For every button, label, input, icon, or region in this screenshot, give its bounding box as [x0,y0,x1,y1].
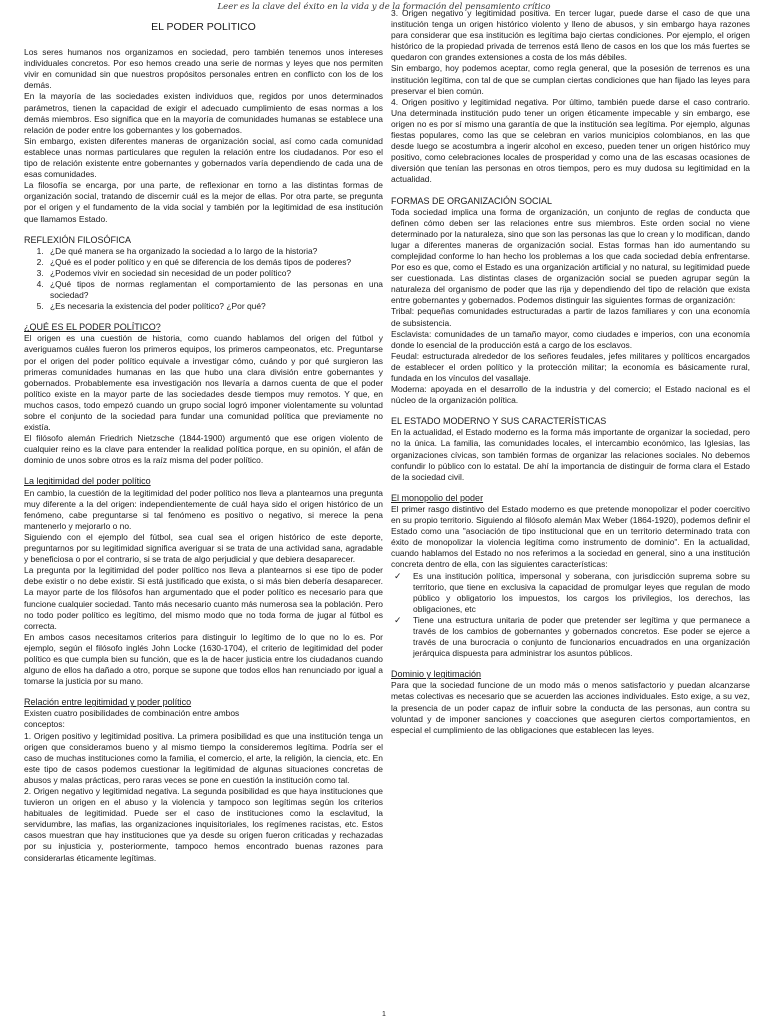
relacion-intro-line: Existen cuatro posibilidades de combinación entre ambos [24,708,240,719]
question-item: 3. ¿Podemos vivir en sociedad sin necesidad de un poder político? [46,268,383,279]
body-paragraph: Tribal: pequeñas comunidades estructuradas a partir de lazos familiares y con una economía de subsistencia. [391,306,750,328]
intro-paragraph: En la mayoría de las sociedades existen individuos que, regidos por unos determinados parámetros, tienen la capacidad de exigir el adecuado cumplimiento de esas normas a los demás miembros. Eso significa que en la mayoría de comunidades humanas se establece una relación de poder entre los gobernantes y los gobernados. [24,91,383,135]
body-paragraph: 3. Origen negativo y legitimidad positiva. En tercer lugar, puede darse el caso de que una institución tenga un origen histórico violento y lleno de abusos, y sin embargo haya razones para considerar que esa institución es legítima bajo ciertas condiciones. Por ejemplo, el origen histórico de la propiedad privada de terrenos está lleno de casos en los que los más fuertes se quedaron con grandes extensiones a costa de los más débiles. [391,8,750,63]
section-heading-relacion: Relación entre legitimidad y poder político [24,697,192,708]
body-paragraph: Para que la sociedad funcione de un modo más o menos satisfactorio y puedan alcanzarse metas colectivas es necesario que se acuerden las acciones individuales. Esto exige, a su vez, la presencia de un poder capaz de influir sobre la conducta de las personas, aun contra su voluntad y de imponer sanciones y coacciones que aseguren ciertos comportamientos, en especial el cumplimiento de las obligaciones que establecen las leyes. [391,680,750,735]
check-icon: ✓ [394,570,402,581]
list-item [394,570,750,615]
section-heading-dominio: Dominio y legitimación [391,669,482,680]
relacion-intro-line: conceptos: [24,719,65,730]
body-paragraph: En ambos casos necesitamos criterios para distinguir lo legítimo de lo que no lo es. Por ejemplo, según el filósofo inglés John Locke (1630-1704), el criterio de legitimidad del poder político es que cumpla bien su función, que es la de hacer justicia entre los ciudadanos cuando alguno de ellos ha dañado a otro, porque se supone que todos ellos han renunciado por igual a tomarse la justicia por su mano. [24,631,383,687]
body-paragraph: La pregunta por la legitimidad del poder político nos lleva a plantearnos si ese tipo de poder debe existir o no debe existir. Si está justificado que exista, o si más bien debería desaparecer. La mayor parte de los filósofos han argumentado que el poder político es necesario para que funcione cualquier sociedad. Tanto más necesario cuanto más numerosa sea la población. Pero no todo poder político es legítimo, del mismo modo que no toda forma de jugar al fútbol es correcta. [24,565,383,631]
list-item [394,614,750,659]
question-item: 4. ¿Qué tipos de normas reglamentan el comportamiento de las personas en una sociedad? [46,279,383,301]
section-heading-que-es: ¿QUÉ ES EL PODER POLÍTICO? [24,322,161,333]
body-paragraph: En la actualidad, el Estado moderno es la forma más importante de organizar la sociedad, pero no la única. La familia, las comunidades locales, el intercambio económico, las Iglesias, las organizaciones cívicas, son también formas de organizar las relaciones sociales. No debemos confundir lo público con lo estatal. De ahí la importancia de distinguir de forma clara el Estado de la sociedad civil. [391,427,750,482]
section-heading-reflexion: REFLEXIÓN FILOSÓFICA [24,234,132,245]
section-heading-formas: FORMAS DE ORGANIZACIÓN SOCIAL [391,195,553,206]
check-icon: ✓ [394,614,402,625]
body-paragraph: El filósofo alemán Friedrich Nietzsche (1844-1900) argumentó que ese origen violento de cualquier reino es la clave para entender la realidad política porque, en su opinión, el afán de dominio de unos sobre otros es la raíz misma del poder político. [24,433,383,466]
body-paragraph: 4. Origen positivo y legitimidad negativa. Por último, también puede darse el caso contrario. Una determinada institución pudo tener un origen éticamente impecable y sin embargo, ese origen no es por sí mismo una garantía de que la institución sea legítima. Por ejemplo, algunas fiestas populares, como las que se celebran en varios municipios colombianos, en las que desde luego se acostumbra a ingerir alcohol en exceso, pueden tener un origen histórico muy positivo, como celebraciones locales de prosperidad y como una de las escasas ocasiones de diversión que tenían las personas en otros tiempos, pero es muy dudosa su legitimidad en la actualidad. [391,96,750,185]
intro-paragraph: La filosofía se encarga, por una parte, de reflexionar en torno a las distintas formas de organización social, tratando de discernir cuál es la mejor de ellas. Por otra parte, se pregunta por el origen y el fundamento de la vida social y también por la legitimidad de esa institución que llamamos Estado. [24,180,383,224]
body-paragraph: Esclavista: comunidades de un tamaño mayor, como ciudades e imperios, con una economía donde lo esencial de la producción está a cargo de los esclavos. [391,328,750,350]
question-item: 5. ¿Es necesaria la existencia del poder político? ¿Por qué? [46,301,383,312]
body-paragraph: Siguiendo con el ejemplo del fútbol, sea cual sea el origen histórico de este deporte, preguntarnos por su legitimidad significa averiguar si se trata de una actividad sana, agradable y beneficiosa o por el contrario, si se trata de algo perjudicial y que debiera desaparecer. [24,531,383,565]
question-list [24,246,383,313]
list-item-text: Tiene una estructura unitaria de poder que pretender ser legítima y que permanece a través de los cambios de gobernantes y gobernados concretos. Ese poder se ejerce a través de una burocracia o conjunto de funcionarios encuadrados en una organización jerárquica dispuesta para administrar los asuntos públicos. [413,614,750,659]
body-paragraph: Feudal: estructurada alrededor de los señores feudales, jefes militares y políticos encargados de establecer el orden político y la protección militar; la economía es básicamente rural, fundada en los vínculos del vasallaje. [391,350,750,383]
body-paragraph: El origen es una cuestión de historia, como cuando hablamos del origen del fútbol y averiguamos cuáles fueron los primeros equipos, los primeros campeonatos, etc. Preguntarse por el origen del poder político equivale a investigar cómo, cuándo y por qué surgieron las primeras comunidades humanas en las que hubo una clara división entre gobernantes y gobernados. Probablemente esa investigación nos llevaría a darnos cuenta de que el poder político existe en la mayor parte de las sociedades desde tiempos muy remotos. Y que, en muchos casos, todo empezó cuando un grupo social logró imponer violentamente su voluntad sobre el conjunto de la sociedad para fundar una comunidad política que previamente no existía. [24,333,383,433]
list-item-text: Es una institución política, impersonal y soberana, con jurisdicción suprema sobre su territorio, que tiene en exclusiva la capacidad de promulgar leyes que regulan de modo público y obligatorio los impuestos, los cargos los privilegios, los derechos, las obligaciones, etc [413,570,750,614]
intro-paragraph: Los seres humanos nos organizamos en sociedad, pero también tenemos unos intereses individuales concretos. Por eso hemos creado una serie de normas y leyes que nos permiten vivir en comunidad sin que nuestros propósitos personales entren en conflicto con los de los demás. [24,47,383,91]
page-number: 1 [382,1011,386,1018]
question-item: 1. ¿De qué manera se ha organizado la sociedad a lo largo de la historia? [46,246,383,257]
page-banner: Leer es la clave del éxito en la vida y de la formación del pensamiento crítico [217,2,551,12]
question-item: 2. ¿Qué es el poder político y en qué se diferencia de los demás tipos de poderes? [46,257,383,268]
page-title: EL PODER POLÍTICO [151,22,256,33]
body-paragraph: 2. Origen negativo y legitimidad negativa. La segunda posibilidad es que haya instituciones que tuvieron un origen en el abuso y la violencia y tampoco son legítimas según los criterios habituales de legitimidad. Puede ser el caso de instituciones como la esclavitud, la servidumbre, las mafias, las organizaciones inquisitoriales, los regímenes racistas, etc. Estos casos muestran que hay instituciones que ya desde su origen fueron criticadas y rechazadas por su injusticia y, posteriormente, tampoco hemos encontrado buenas razones para considerarlas éticamente legítimas. [24,786,383,863]
body-paragraph: 1. Origen positivo y legitimidad positiva. La primera posibilidad es que una institución tenga un origen que consideramos bueno y al mismo tiempo la consideremos legítima. Podría ser el caso de muchas instituciones como la familia, el comercio, el arte, la religión, la ciencia, etc. En este tipo de casos podemos cuestionar la legitimidad de algunas situaciones concretas de abusos y malas prácticas, pero raras veces se pone en cuestión la institución como tal. [24,730,383,785]
body-paragraph: El primer rasgo distintivo del Estado moderno es que pretende monopolizar el poder coercitivo en su propio territorio. Siguiendo al filósofo alemán Max Weber (1864-1920), podemos definir el Estado como una "asociación de tipo institucional que en un territorio determinado trata con éxito de monopolizar la violencia legítima como instrumento de dominio". En la actualidad, cuando hablamos del Estado no nos referimos a la sociedad en general, sino a una institución concreta dentro de ella, con las siguientes características: [391,503,750,570]
body-paragraph: Sin embargo, hoy podemos aceptar, como regla general, que la posesión de terrenos es una institución legítima, con tal de que se cumplan ciertas condiciones que han fijado las leyes para preservar el bien común. [391,63,750,96]
body-paragraph: En cambio, la cuestión de la legitimidad del poder político nos lleva a plantearnos una pregunta muy diferente a la del origen: independientemente de cuál haya sido el origen histórico de un fenómeno, cabe preguntarse si tal fenómeno es positivo o negativo, si merece la pena mantenerlo y mejorarlo o no. [24,487,383,531]
intro-paragraph: Sin embargo, existen diferentes maneras de organización social, así como cada comunidad establece unas normas particulares que regulen la relación entre los ciudadanos. Por eso el tipo de relación existente entre gobernantes y gobernados varía dependiendo de cada una de esas comunidades. [24,135,383,180]
left-column [24,22,383,1014]
body-paragraph: Moderna: apoyada en el desarrollo de la industria y del comercio; el Estado nacional es el núcleo de la organización política. [391,384,750,406]
right-column [391,8,750,1008]
section-heading-monopolio: El monopolio del poder [391,492,484,503]
characteristics-list [391,571,750,660]
section-heading-estado: EL ESTADO MODERNO Y SUS CARACTERÍSTICAS [391,416,607,427]
section-heading-legitimidad: La legitimidad del poder político [24,476,151,487]
body-paragraph: Toda sociedad implica una forma de organización, un conjunto de reglas de conducta que definen cómo deben ser las relaciones entre sus miembros. Este orden social no viene determinado por la naturaleza, sino que son las personas las que lo crean y lo modifican, dando lugar a diferentes maneras de organización social. Estas formas han ido aumentando su complejidad conforme lo han hecho los problemas a los que cada sociedad debía enfrentarse. Por eso es que, como el Estado es una organización artificial y no natural, su legitimidad puede ser cuestionada. Las distintas clases de organización social se pueden agrupar según la naturaleza del organismo de poder que las rija y dependiendo del tipo de relación que exista entre gobernantes y gobernados. Podemos distinguir las siguientes formas de organización: [391,206,750,306]
